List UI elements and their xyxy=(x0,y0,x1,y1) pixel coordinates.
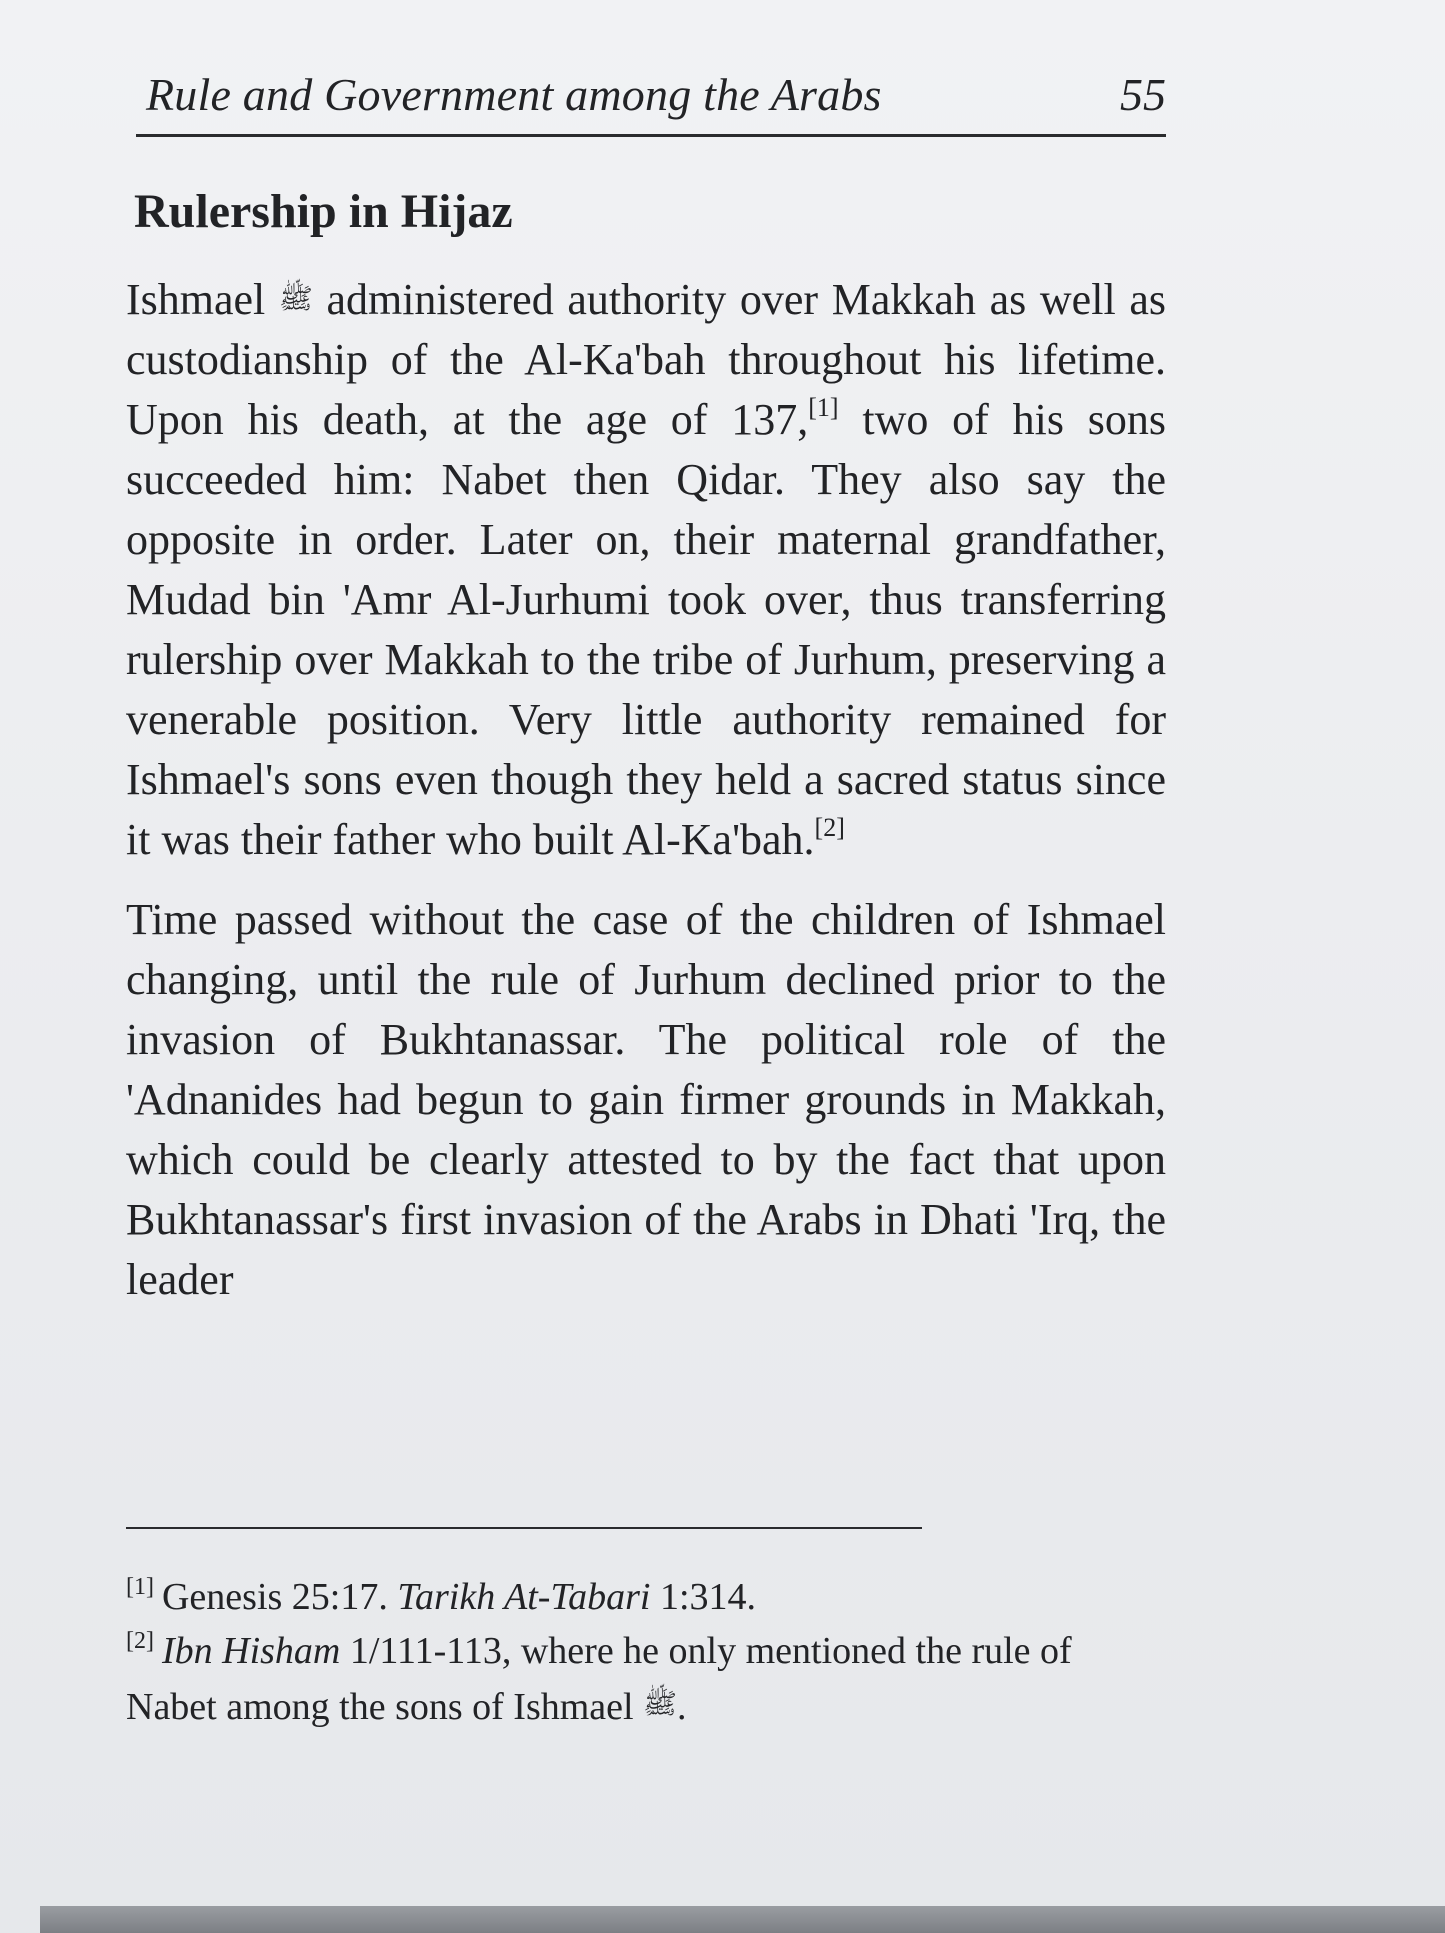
paragraph-1 xyxy=(126,270,1166,870)
footnote-1 xyxy=(126,1570,1166,1624)
footnote-2-post: 1/111-113, where he only mentioned the rule of Nabet among the sons of Ishmael xyxy=(126,1630,1072,1728)
running-title: Rule and Government among the Arabs xyxy=(146,69,882,120)
footnote-2-title: Ibn Hisham xyxy=(161,1630,341,1672)
paragraph-1-part-b: administered authority over Makkah as well as custodianship of the Al-Ka'bah throughout his lifetime. Upon his death, at the age of 137, xyxy=(126,275,1166,444)
footnote-1-marker: [1] xyxy=(126,1574,154,1600)
page-bottom-edge xyxy=(40,1906,1445,1933)
section-heading: Rulership in Hijaz xyxy=(134,185,513,238)
paragraph-1-part-a: Ishmael xyxy=(126,275,279,324)
page-number: 55 xyxy=(1120,69,1166,120)
footnote-ref-1: [1] xyxy=(808,393,839,422)
footnote-ref-2: [2] xyxy=(814,813,845,842)
footnote-2 xyxy=(126,1624,1166,1734)
footnote-1-post: 1:314. xyxy=(650,1576,757,1618)
footnote-1-pre: Genesis 25:17. xyxy=(161,1576,398,1618)
footnotes xyxy=(126,1570,1166,1734)
footnote-2-marker: [2] xyxy=(126,1628,154,1654)
footnote-1-title: Tarikh At-Tabari xyxy=(397,1576,651,1618)
running-header xyxy=(136,68,1166,137)
paragraph-1-part-c: two of his sons succeeded him: Nabet then Qidar. They also say the opposite in order. Later on, their maternal grandfather, Mudad bin 'Amr Al-Jurhumi took over, thus transferring rulership over Makkah to the tribe of Jurhum, preserving a venerable position. Very little authority remained for Ishmael's sons even though they held a sacred status since it was their father who built Al-Ka'bah. xyxy=(126,395,1167,864)
honorific-icon: ﷺ xyxy=(643,1689,677,1720)
honorific-icon: ﷺ xyxy=(278,284,313,315)
footnote-2-end: . xyxy=(676,1686,687,1728)
body-text xyxy=(126,270,1166,1310)
paragraph-2: Time passed without the case of the children of Ishmael changing, until the rule of Jurhum declined prior to the invasion of Bukhtanassar. The political role of the 'Adnanides had begun to gain firmer grounds in Makkah, which could be clearly attested to by the fact that upon Bukhtanassar's first invasion of the Arabs in Dhati 'Irq, the leader xyxy=(126,895,1166,1304)
footnote-divider xyxy=(126,1527,922,1529)
